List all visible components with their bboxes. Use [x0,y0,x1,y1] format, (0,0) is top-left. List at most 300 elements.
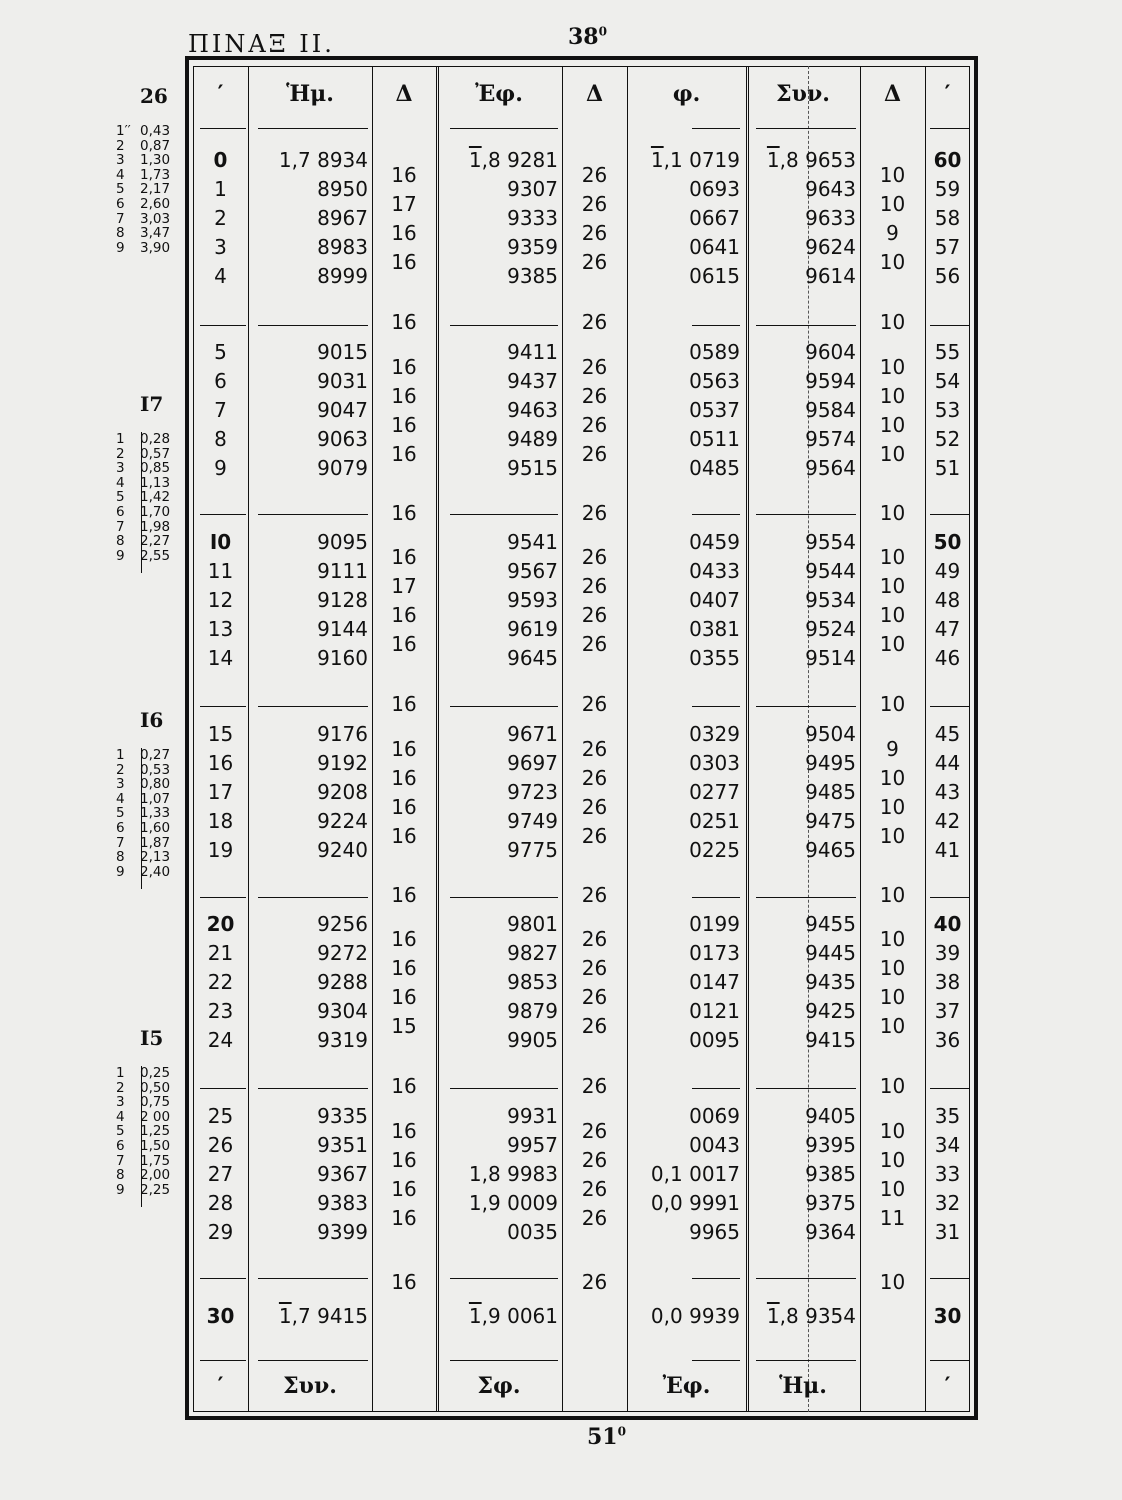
cot-value: 0667 [689,206,740,230]
cos-value: 9425 [805,999,856,1023]
pp-second: 5 [116,805,125,822]
cos-difference: 10 [879,602,906,627]
tan-difference: 26 [581,602,608,627]
minute-value: 15 [207,722,234,746]
pp-value: 0,50 [140,1079,171,1096]
tan-value: 9749 [507,809,558,833]
cot-value: 0537 [689,398,740,422]
tan-difference: 26 [581,794,608,819]
row-rule [930,706,970,707]
minute-complement: 34 [934,1133,961,1157]
sin-value: 8950 [317,177,368,201]
cos-difference: 10 [879,191,906,216]
pp-row [116,197,170,212]
header-min2: ′ [944,81,951,107]
cos-difference: 10 [879,441,906,466]
pp-second: 6 [116,819,125,836]
cos-value: 9395 [805,1133,856,1157]
minute-value: 23 [207,999,234,1023]
pp-value: 2,17 [140,181,171,198]
tan-difference: 26 [581,1270,608,1294]
pp-value: 3,90 [140,239,171,256]
cot-value: 0043 [689,1133,740,1157]
pp-value: 2,13 [140,849,171,866]
sin-value: 9240 [317,838,368,862]
pp-second: 9 [116,547,125,564]
tan-difference: 26 [581,883,608,907]
sin-difference: 16 [391,249,417,274]
minute-value: 28 [207,1191,234,1215]
tan-value: 1,9 0009 [468,1191,558,1215]
pp-second: 5 [116,1123,125,1140]
cot-value: 0329 [689,722,740,746]
pp-block [116,1066,170,1197]
row-rule [756,128,856,129]
pp-row [116,534,170,549]
sin-value: 9256 [317,912,368,936]
cos-difference: 10 [879,955,906,980]
cos-value: 9584 [805,398,856,422]
pp-row [116,432,170,447]
sin-difference: 16 [391,631,417,656]
negative-characteristic: 1 [468,1304,482,1328]
row-rule [692,1360,740,1361]
tan-difference: 26 [581,441,608,466]
tan-difference: 26 [581,220,608,245]
cot-value: 0641 [689,235,740,259]
sin-value: 9304 [317,999,368,1023]
minute-complement: 54 [934,369,961,393]
cot-value: 0199 [689,912,740,936]
cos-difference: 10 [879,383,906,408]
minute-value: 4 [214,264,227,288]
sin-value: 9095 [317,530,368,554]
row-rule [930,1088,970,1089]
row-rule [200,128,246,129]
sin-value: 9272 [317,941,368,965]
cos-difference: 10 [879,1270,906,1294]
minute-complement: 53 [934,398,961,422]
pp-value: 1,13 [140,474,171,491]
pp-value: 1,07 [140,790,171,807]
pp-second: 3 [116,1094,125,1111]
cos-value: 9364 [805,1220,856,1244]
pp-value: 1,25 [140,1123,171,1140]
pp-value: 1,33 [140,805,171,822]
minute-complement: 46 [934,646,961,670]
cos-value: 9405 [805,1104,856,1128]
minute-complement: 43 [934,780,961,804]
minute-complement: 33 [934,1162,961,1186]
sin-difference: 17 [391,573,417,598]
footer-cot: Σφ. [477,1373,521,1399]
cos-value: 9495 [805,751,856,775]
sin-difference: 16 [391,1147,417,1172]
minute-complement: 40 [933,912,962,936]
pp-second: 8 [116,849,125,866]
sin-difference: 16 [391,955,417,980]
minute-value: 1 [214,177,227,201]
cos-difference: 9 [886,736,899,761]
cos-value: 9465 [805,838,856,862]
minute-complement: 39 [934,941,961,965]
cos-difference: 10 [879,823,906,848]
tan-difference: 26 [581,383,608,408]
pp-row [116,1154,170,1169]
row-rule [200,514,246,515]
tan-difference: 26 [581,1176,608,1201]
row-rule [258,897,368,898]
sin-difference: 16 [391,412,417,437]
header-sin: Ἡμ. [286,81,334,107]
cos-difference: 9 [886,220,899,245]
cos-value: 9554 [805,530,856,554]
row-rule [258,1360,368,1361]
cot-value: 0407 [689,588,740,612]
tan-value: 1,8 9983 [468,1162,558,1186]
minute-value: 7 [214,398,227,422]
sin-difference: 16 [391,544,417,569]
tan-difference: 26 [581,955,608,980]
cot-value: 0459 [689,530,740,554]
pp-value: 0,57 [140,445,171,462]
pp-second: 9 [116,239,125,256]
pp-value: 0,25 [140,1065,171,1081]
pp-row [116,836,170,851]
minute-value: 12 [207,588,234,612]
minute-value: 0 [213,148,228,172]
row-rule [756,1360,856,1361]
sin-value: 1,7 9415 [278,1304,368,1328]
tan-value: 9697 [507,751,558,775]
cot-value: 0693 [689,177,740,201]
tan-value: 9931 [507,1104,558,1128]
minute-value: 26 [207,1133,234,1157]
cot-value: 0,0 9991 [650,1191,740,1215]
cos-difference: 10 [879,1176,906,1201]
row-rule [756,897,856,898]
pp-second: 3 [116,776,125,793]
pp-row [116,1124,170,1139]
sin-value: 9399 [317,1220,368,1244]
tan-value: 9853 [507,970,558,994]
sin-value: 9367 [317,1162,368,1186]
sin-value: 9144 [317,617,368,641]
negative-characteristic: 1 [766,148,780,172]
negative-characteristic: 1 [766,1304,780,1328]
row-rule [692,706,740,707]
cot-value: 0121 [689,999,740,1023]
pp-row [116,1110,170,1125]
pp-second: 7 [116,834,125,851]
minute-value: 30 [206,1304,235,1328]
minute-value: 19 [207,838,234,862]
minute-value: 24 [207,1028,234,1052]
pp-row [116,490,170,505]
pp-value: 1,42 [140,489,171,506]
pp-value: 1,75 [140,1152,171,1169]
row-rule [930,325,970,326]
degree-top: $38^0$ [568,24,608,50]
cos-value: 9564 [805,456,856,480]
pp-second: 5 [116,489,125,506]
tan-difference: 26 [581,544,608,569]
tan-value: 9385 [507,264,558,288]
tan-difference: 26 [581,501,608,525]
sin-difference: 16 [391,1205,417,1230]
sin-value: 9160 [317,646,368,670]
tan-value: 9489 [507,427,558,451]
pp-row [116,212,170,227]
pp-row [116,1081,170,1096]
pp-row [116,1168,170,1183]
header-cos: Συν. [776,81,830,107]
row-rule [692,325,740,326]
row-rule [200,706,246,707]
footer-cos: Συν. [283,1373,337,1399]
cos-value: 9633 [805,206,856,230]
tan-difference: 26 [581,692,608,716]
minute-complement: 35 [934,1104,961,1128]
cot-value: 0147 [689,970,740,994]
negative-characteristic: 1 [468,148,482,172]
tan-value: 9541 [507,530,558,554]
pp-second: 9 [116,1181,125,1198]
cot-value: 0433 [689,559,740,583]
sin-difference: 16 [391,1074,417,1098]
minute-value: 25 [207,1104,234,1128]
row-rule [258,325,368,326]
header-d3: Δ [883,81,902,107]
cos-value: 9514 [805,646,856,670]
row-rule [692,1088,740,1089]
cot-value: 0173 [689,941,740,965]
cot-value: 0251 [689,809,740,833]
minute-complement: 60 [933,148,962,172]
pp-value: 0,87 [140,137,171,154]
minute-complement: 52 [934,427,961,451]
cos-value: 9445 [805,941,856,965]
minute-complement: 50 [933,530,962,554]
row-rule [930,897,970,898]
minute-value: 8 [214,427,227,451]
minute-value: 27 [207,1162,234,1186]
cos-difference: 10 [879,1118,906,1143]
row-rule [930,128,970,129]
minute-value: I0 [209,530,232,554]
sin-value: 1,7 8934 [278,148,368,172]
minute-value: 5 [214,340,227,364]
pp-row [116,850,170,865]
pp-second: 3 [116,152,125,169]
pp-value: 3,03 [140,210,171,227]
cos-value: 9415 [805,1028,856,1052]
header-d2: Δ [585,81,604,107]
cot-value: 0355 [689,646,740,670]
pp-header: I5 [140,1026,164,1050]
minute-value: 13 [207,617,234,641]
minute-complement: 36 [934,1028,961,1052]
row-rule [450,1360,558,1361]
sin-difference: 16 [391,383,417,408]
row-rule [756,325,856,326]
row-rule [258,1088,368,1089]
tan-difference: 26 [581,412,608,437]
negative-characteristic: 1 [650,148,664,172]
tan-difference: 26 [581,1118,608,1143]
pp-value: 2,55 [140,547,171,564]
tan-difference: 26 [581,191,608,216]
cos-difference: 10 [879,354,906,379]
pp-second: 4 [116,1108,125,1125]
cos-difference: 10 [879,249,906,274]
header-cot: φ. [672,81,701,107]
cot-value: 0615 [689,264,740,288]
tan-value: 9801 [507,912,558,936]
cos-value: 9455 [805,912,856,936]
minute-complement: 42 [934,809,961,833]
tan-difference: 26 [581,631,608,656]
pp-second: 3 [116,460,125,477]
sin-value: 8999 [317,264,368,288]
footer-sin: Ἡμ. [779,1373,827,1399]
cos-difference: 10 [879,162,906,187]
pp-second: 7 [116,1152,125,1169]
row-rule [450,1088,558,1089]
tan-difference: 26 [581,354,608,379]
pp-header: I6 [140,708,164,732]
cot-value: 0095 [689,1028,740,1052]
tan-difference: 26 [581,823,608,848]
cos-value: 9643 [805,177,856,201]
cos-difference: 10 [879,794,906,819]
sin-difference: 16 [391,984,417,1009]
cos-difference: 10 [879,765,906,790]
minute-value: 16 [207,751,234,775]
pp-value: 2,40 [140,863,171,880]
cos-value: 9614 [805,264,856,288]
sin-value: 8967 [317,206,368,230]
pp-value: 1,30 [140,152,171,169]
pp-row [116,461,170,476]
sin-value: 9319 [317,1028,368,1052]
row-rule [200,897,246,898]
minute-value: 6 [214,369,227,393]
pp-second: 4 [116,790,125,807]
tan-difference: 26 [581,1013,608,1038]
pp-second: 1 [116,747,125,763]
cos-difference: 10 [879,692,906,716]
tan-difference: 26 [581,765,608,790]
page-title: ΠΙΝΑΞ ΙΙ. [188,30,335,58]
cos-value: 9524 [805,617,856,641]
pp-row [116,777,170,792]
pp-second: 6 [116,1137,125,1154]
sin-difference: 16 [391,692,417,716]
cot-value: 0,1 0017 [650,1162,740,1186]
pp-value: 2,27 [140,533,171,550]
cos-difference: 10 [879,1074,906,1098]
pp-value: 1,70 [140,503,171,520]
pp-row [116,226,170,241]
row-rule [692,1278,740,1279]
sin-difference: 16 [391,1176,417,1201]
pp-second: 1′′ [116,123,131,139]
minute-complement: 58 [934,206,961,230]
sin-value: 9047 [317,398,368,422]
cot-value: 0225 [689,838,740,862]
cos-value: 9604 [805,340,856,364]
cos-difference: 10 [879,1013,906,1038]
sin-value: 9015 [317,340,368,364]
tan-value: 9333 [507,206,558,230]
sin-value: 9031 [317,369,368,393]
footer-tan: Ἐφ. [662,1373,711,1399]
cot-value: 9965 [689,1220,740,1244]
pp-value: 0,53 [140,761,171,778]
cos-value: 9435 [805,970,856,994]
pp-row [116,168,170,183]
pp-second: 2 [116,137,125,154]
pp-second: 4 [116,474,125,491]
pp-second: 8 [116,533,125,550]
sin-difference: 16 [391,162,417,187]
tan-value: 0035 [507,1220,558,1244]
pp-row [116,447,170,462]
pp-row [116,153,170,168]
degree-bottom: $51^0$ [587,1424,627,1450]
sin-value: 9128 [317,588,368,612]
minute-complement: 47 [934,617,961,641]
tan-value: 9307 [507,177,558,201]
cos-difference: 10 [879,926,906,951]
minute-value: 17 [207,780,234,804]
sin-difference: 16 [391,1270,417,1294]
row-rule [450,325,558,326]
pp-second: 2 [116,445,125,462]
row-rule [930,514,970,515]
row-rule [258,1278,368,1279]
cos-difference: 10 [879,631,906,656]
header-tan: Ἐφ. [475,81,523,107]
pp-row [116,1139,170,1154]
row-rule [450,1278,558,1279]
minute-complement: 49 [934,559,961,583]
tan-difference: 26 [581,162,608,187]
sin-value: 9176 [317,722,368,746]
minute-value: 18 [207,809,234,833]
column-line [746,66,749,1412]
pp-value: 2,25 [140,1181,171,1198]
minute-complement: 38 [934,970,961,994]
cot-value: 0381 [689,617,740,641]
minute-complement: 55 [934,340,961,364]
tan-difference: 26 [581,984,608,1009]
cos-value: 9624 [805,235,856,259]
pp-value: 1,73 [140,166,171,183]
cos-value: 9534 [805,588,856,612]
pp-row [116,865,170,880]
negative-characteristic: 1 [278,1304,292,1328]
sin-difference: 16 [391,736,417,761]
tan-difference: 26 [581,249,608,274]
minute-value: 21 [207,941,234,965]
column-line [248,66,249,1412]
cos-value: 9485 [805,780,856,804]
cos-value: 9475 [805,809,856,833]
tan-value: 9567 [507,559,558,583]
tan-difference: 26 [581,573,608,598]
